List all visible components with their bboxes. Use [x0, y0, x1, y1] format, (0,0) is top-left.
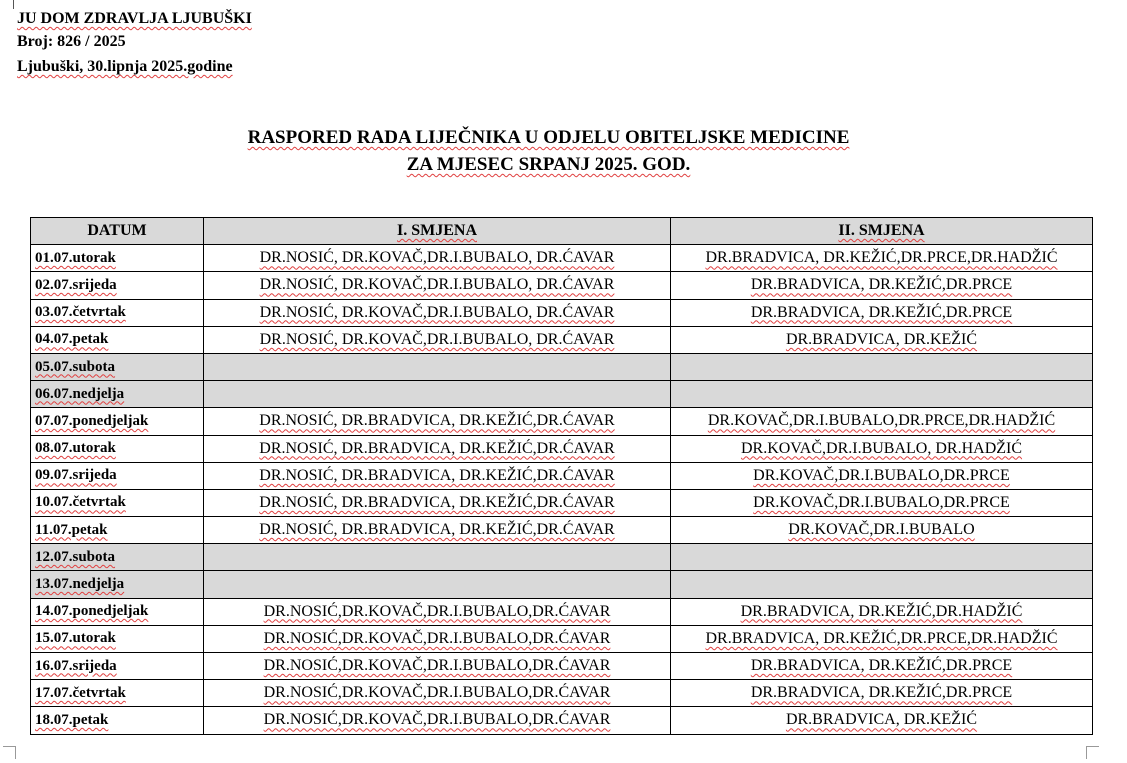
- shift-1-cell-text: DR.NOSIĆ, DR.BRADVICA, DR.KEŽIĆ,DR.ĆAVAR: [259, 521, 615, 539]
- date-cell: [31, 245, 204, 272]
- date-cell: [31, 408, 204, 435]
- shift-1-cell: [204, 517, 671, 544]
- table-row: [31, 435, 1093, 462]
- shift-2-cell: [671, 544, 1093, 571]
- column-header-shift-1: I. SMJENA: [204, 218, 671, 245]
- shift-1-cell: [204, 326, 671, 353]
- page-corner-mark: [3, 746, 16, 759]
- title-line-2: ZA MJESEC SRPANJ 2025. GOD.: [406, 154, 691, 175]
- shift-2-cell: [671, 299, 1093, 326]
- shift-1-cell: [204, 353, 671, 380]
- shift-2-cell-text: DR.KOVAČ,DR.I.BUBALO: [788, 521, 975, 539]
- shift-1-cell: [204, 625, 671, 652]
- text-cursor: [13, 0, 14, 9]
- date-cell-text: 06.07.nedjelja: [35, 385, 125, 402]
- shift-2-cell-text: DR.BRADVICA, DR.KEŽIĆ,DR.HADŽIĆ: [740, 602, 1023, 620]
- date-cell: [31, 653, 204, 680]
- date-cell: [31, 299, 204, 326]
- date-cell-text: 13.07.nedjelja: [35, 576, 125, 593]
- shift-2-cell-text: DR.KOVAČ,DR.I.BUBALO,DR.PRCE: [753, 466, 1010, 484]
- shift-2-cell: [671, 462, 1093, 489]
- shift-1-cell: [204, 462, 671, 489]
- table-row: [31, 653, 1093, 680]
- date-cell: [31, 680, 204, 707]
- shift-1-cell-text: DR.NOSIĆ, DR.BRADVICA, DR.KEŽIĆ,DR.ĆAVAR: [259, 412, 615, 430]
- shift-2-cell: [671, 353, 1093, 380]
- shift-1-cell-text: DR.NOSIĆ, DR.KOVAČ,DR.I.BUBALO, DR.ĆAVAR: [259, 303, 615, 321]
- date-cell: [31, 489, 204, 516]
- date-cell: [31, 517, 204, 544]
- shift-2-cell-text: DR.BRADVICA, DR.KEŽIĆ,DR.PRCE,DR.HADŽIĆ: [705, 249, 1058, 267]
- date-cell-text: 11.07.petak: [35, 521, 108, 538]
- shift-1-cell-text: DR.NOSIĆ, DR.BRADVICA, DR.KEŽIĆ,DR.ĆAVAR: [259, 466, 615, 484]
- schedule-table: [30, 217, 1093, 735]
- table-row: [31, 353, 1093, 380]
- table-row: [31, 707, 1093, 734]
- shift-2-cell: [671, 272, 1093, 299]
- shift-2-cell: [671, 625, 1093, 652]
- date-cell: [31, 381, 204, 408]
- shift-2-cell: [671, 326, 1093, 353]
- table-row: [31, 381, 1093, 408]
- table-row: [31, 544, 1093, 571]
- date-cell: [31, 571, 204, 598]
- shift-1-cell: [204, 489, 671, 516]
- shift-2-cell-text: DR.KOVAČ,DR.I.BUBALO,DR.PRCE: [753, 493, 1010, 511]
- document-title: [0, 124, 1097, 178]
- shift-1-cell: [204, 299, 671, 326]
- page-corner-mark: [1086, 746, 1099, 759]
- table-row: [31, 571, 1093, 598]
- table-row: [31, 299, 1093, 326]
- date-cell-text: 16.07.srijeda: [35, 657, 117, 674]
- shift-2-cell: [671, 680, 1093, 707]
- date-cell: [31, 435, 204, 462]
- date-cell-text: 14.07.ponedjeljak: [35, 603, 149, 620]
- table-header-row: [31, 218, 1093, 245]
- shift-1-cell-text: DR.NOSIĆ,DR.KOVAČ,DR.I.BUBALO,DR.ĆAVAR: [263, 711, 611, 729]
- shift-1-cell-text: DR.NOSIĆ, DR.KOVAČ,DR.I.BUBALO, DR.ĆAVAR: [259, 276, 615, 294]
- table-row: [31, 272, 1093, 299]
- document-number: Broj: 826 / 2025: [17, 33, 126, 50]
- place-and-date: Ljubuški, 30.lipnja 2025.godine: [17, 58, 233, 75]
- date-cell-text: 12.07.subota: [35, 548, 116, 565]
- table-row: [31, 462, 1093, 489]
- shift-1-cell: [204, 598, 671, 625]
- date-cell: [31, 598, 204, 625]
- table-row: [31, 517, 1093, 544]
- shift-2-cell: [671, 653, 1093, 680]
- date-cell-text: 10.07.četvrtak: [35, 494, 126, 511]
- shift-2-cell-text: DR.KOVAČ,DR.I.BUBALO,DR.PRCE,DR.HADŽIĆ: [707, 412, 1056, 430]
- date-cell: [31, 544, 204, 571]
- date-cell: [31, 462, 204, 489]
- shift-2-cell: [671, 571, 1093, 598]
- table-row: [31, 625, 1093, 652]
- table-row: [31, 598, 1093, 625]
- shift-2-cell: [671, 435, 1093, 462]
- shift-2-cell: [671, 517, 1093, 544]
- date-cell: [31, 353, 204, 380]
- shift-2-cell-text: DR.BRADVICA, DR.KEŽIĆ,DR.PRCE: [750, 684, 1013, 702]
- table-row: [31, 245, 1093, 272]
- shift-1-cell: [204, 272, 671, 299]
- date-cell-text: 02.07.srijeda: [35, 276, 117, 293]
- shift-1-cell: [204, 544, 671, 571]
- shift-2-cell-text: DR.BRADVICA, DR.KEŽIĆ,DR.PRCE: [750, 303, 1013, 321]
- date-cell-text: 05.07.subota: [35, 358, 116, 375]
- shift-1-cell: [204, 381, 671, 408]
- table-row: [31, 326, 1093, 353]
- title-line-1: RASPORED RADA LIJEČNIKA U ODJELU OBITELJSKE MEDICINE: [247, 127, 850, 148]
- document-header: [17, 9, 252, 80]
- shift-1-cell: [204, 680, 671, 707]
- shift-1-cell: [204, 435, 671, 462]
- date-cell: [31, 625, 204, 652]
- date-cell-text: 17.07.četvrtak: [35, 684, 126, 701]
- schedule-rows: [31, 245, 1093, 734]
- shift-1-cell-text: DR.NOSIĆ, DR.KOVAČ,DR.I.BUBALO, DR.ĆAVAR: [259, 249, 615, 267]
- shift-1-cell-text: DR.NOSIĆ,DR.KOVAČ,DR.I.BUBALO,DR.ĆAVAR: [263, 657, 611, 675]
- date-cell-text: 03.07.četvrtak: [35, 304, 126, 321]
- date-cell: [31, 326, 204, 353]
- date-cell-text: 08.07.utorak: [35, 440, 116, 457]
- shift-2-cell-text: DR.BRADVICA, DR.KEŽIĆ,DR.PRCE,DR.HADŽIĆ: [705, 629, 1058, 647]
- shift-2-cell-text: DR.BRADVICA, DR.KEŽIĆ,DR.PRCE: [750, 276, 1013, 294]
- shift-2-cell: [671, 598, 1093, 625]
- institution-name: JU DOM ZDRAVLJA LJUBUŠKI: [17, 10, 252, 27]
- date-cell-text: 01.07.utorak: [35, 249, 116, 266]
- shift-2-cell: [671, 245, 1093, 272]
- shift-2-cell-text: DR.BRADVICA, DR.KEŽIĆ,DR.PRCE: [750, 657, 1013, 675]
- date-cell: [31, 272, 204, 299]
- shift-1-cell-text: DR.NOSIĆ,DR.KOVAČ,DR.I.BUBALO,DR.ĆAVAR: [263, 602, 611, 620]
- table-row: [31, 408, 1093, 435]
- column-header-date: DATUM: [31, 218, 204, 245]
- shift-2-cell: [671, 489, 1093, 516]
- date-cell-text: 15.07.utorak: [35, 630, 116, 647]
- shift-2-cell-text: DR.KOVAČ,DR.I.BUBALO, DR.HADŽIĆ: [740, 439, 1023, 457]
- shift-1-cell-text: DR.NOSIĆ,DR.KOVAČ,DR.I.BUBALO,DR.ĆAVAR: [263, 684, 611, 702]
- shift-2-cell: [671, 707, 1093, 734]
- shift-1-cell: [204, 245, 671, 272]
- date-cell: [31, 707, 204, 734]
- shift-1-cell: [204, 408, 671, 435]
- date-cell-text: 07.07.ponedjeljak: [35, 412, 149, 429]
- shift-2-cell-text: DR.BRADVICA, DR.KEŽIĆ: [785, 330, 978, 348]
- table-row: [31, 489, 1093, 516]
- shift-1-cell-text: DR.NOSIĆ, DR.BRADVICA, DR.KEŽIĆ,DR.ĆAVAR: [259, 439, 615, 457]
- table-row: [31, 680, 1093, 707]
- date-cell-text: 04.07.petak: [35, 331, 109, 348]
- shift-2-cell: [671, 381, 1093, 408]
- date-cell-text: 09.07.srijeda: [35, 467, 117, 484]
- column-header-shift-2: II. SMJENA: [671, 218, 1093, 245]
- shift-1-cell-text: DR.NOSIĆ,DR.KOVAČ,DR.I.BUBALO,DR.ĆAVAR: [263, 629, 611, 647]
- shift-2-cell: [671, 408, 1093, 435]
- shift-1-cell: [204, 571, 671, 598]
- shift-1-cell: [204, 653, 671, 680]
- shift-2-cell-text: DR.BRADVICA, DR.KEŽIĆ: [785, 711, 978, 729]
- shift-1-cell-text: DR.NOSIĆ, DR.BRADVICA, DR.KEŽIĆ,DR.ĆAVAR: [259, 493, 615, 511]
- date-cell-text: 18.07.petak: [35, 711, 109, 728]
- shift-1-cell: [204, 707, 671, 734]
- shift-1-cell-text: DR.NOSIĆ, DR.KOVAČ,DR.I.BUBALO, DR.ĆAVAR: [259, 330, 615, 348]
